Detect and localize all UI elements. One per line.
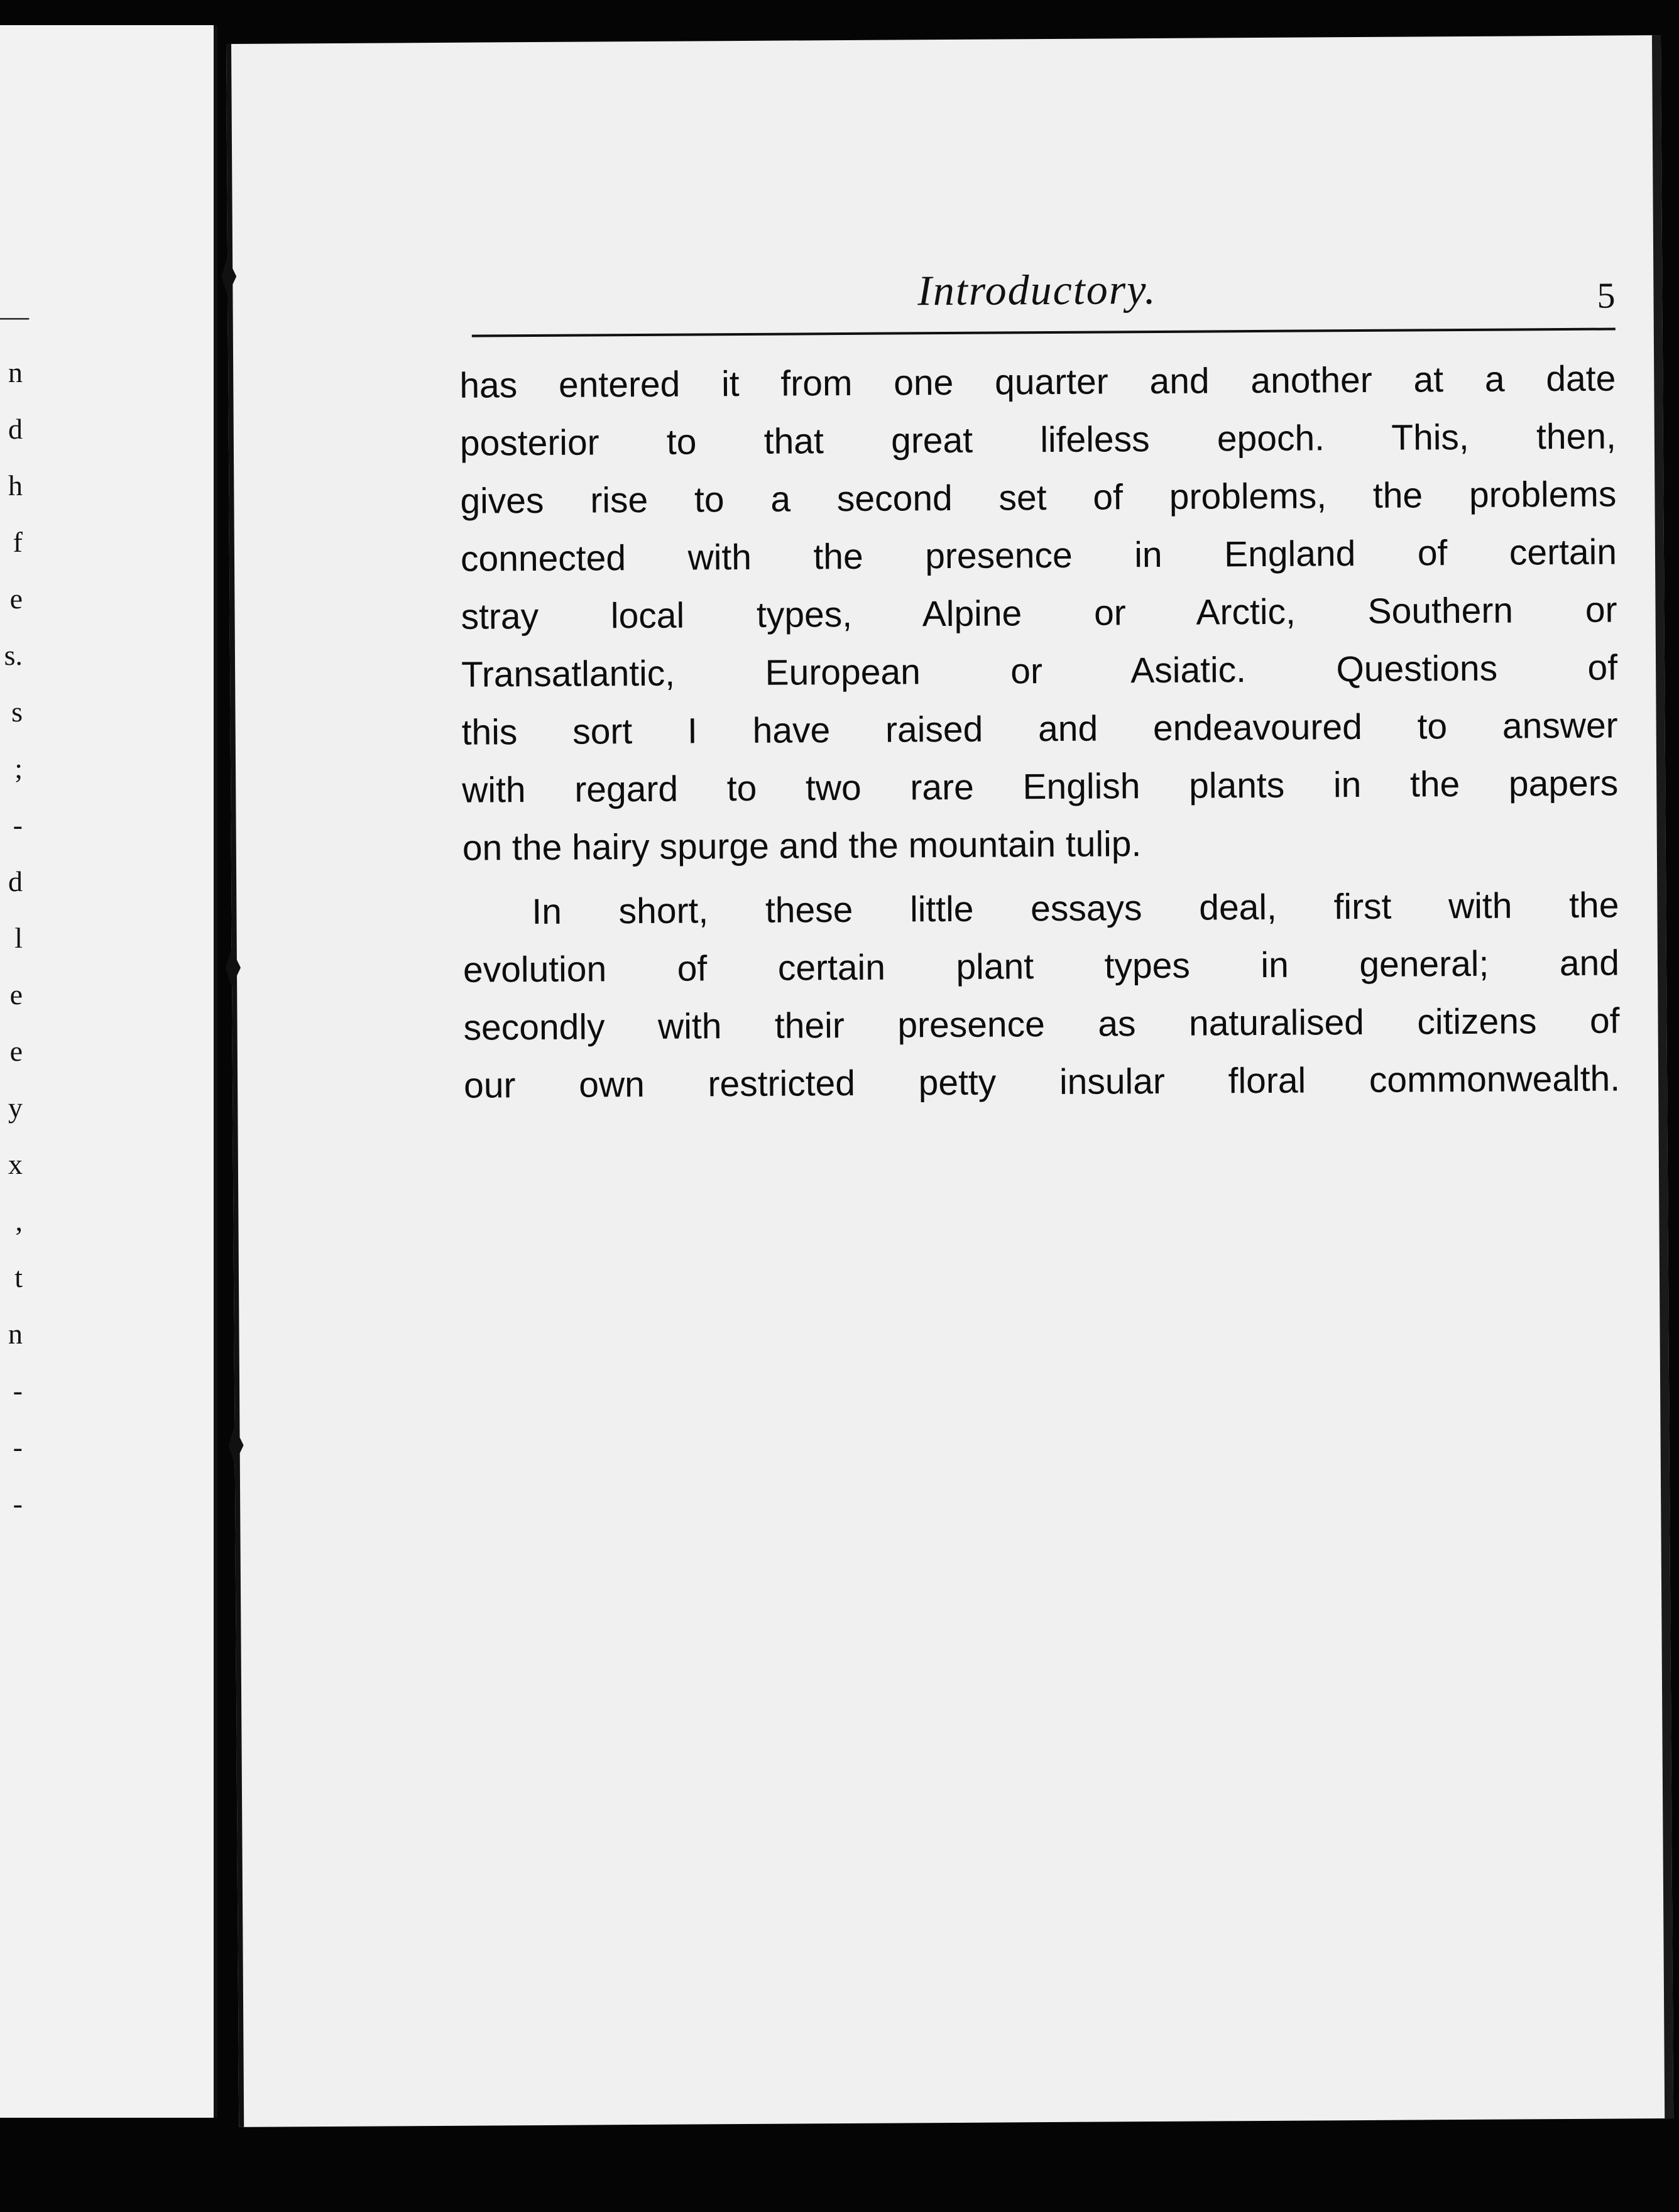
- left-fragment: s: [11, 696, 23, 728]
- left-page-text-fragments: [0, 25, 29, 2118]
- left-fragment: y: [8, 1092, 23, 1124]
- left-fragment: s.: [4, 639, 23, 671]
- text-line: with regard to two rare English plants in the papers: [462, 763, 1619, 811]
- left-fragment: e: [9, 1035, 23, 1067]
- left-fragment: x: [8, 1148, 23, 1180]
- paragraph: [459, 350, 1619, 877]
- text-line: evolution of certain plant types in general; and: [462, 943, 1620, 990]
- left-fragment: -: [13, 1431, 23, 1463]
- binding-stitch-mark: [228, 1426, 243, 1464]
- page-number: 5: [1597, 275, 1616, 316]
- left-fragment: ;: [14, 752, 23, 784]
- text-line: posterior to that great lifeless epoch. This, then,: [459, 416, 1617, 464]
- page-header: [471, 262, 1616, 332]
- left-facing-page: [0, 25, 217, 2118]
- text-line: has entered it from one quarter and another at a date: [459, 358, 1616, 406]
- text-line: this sort I have raised and endeavoured to answer: [461, 705, 1618, 753]
- left-fragment: -: [13, 809, 23, 841]
- text-line: our own restricted petty insular floral commonwealth.: [463, 1058, 1621, 1106]
- left-fragment: h: [8, 469, 23, 501]
- left-fragment: e: [9, 583, 23, 615]
- text-line: connected with the presence in England of certain: [460, 532, 1617, 579]
- left-fragment: t: [14, 1261, 23, 1293]
- left-fragment: d: [8, 413, 23, 445]
- text-line: on the hairy spurge and the mountain tulip.: [462, 824, 1142, 868]
- right-page: [226, 35, 1673, 2127]
- text-line: In short, these little essays deal, first with the: [532, 885, 1619, 933]
- left-fragment: e: [9, 978, 23, 1010]
- left-fragment: f: [13, 526, 23, 558]
- binding-stitch-mark: [221, 258, 236, 295]
- left-fragment: l: [14, 922, 23, 954]
- text-line: secondly with their presence as naturalised citizens of: [463, 1000, 1620, 1048]
- text-line: gives rise to a second set of problems, the problems: [460, 474, 1617, 522]
- text-line: Transatlantic, European or Asiatic. Questions of: [461, 647, 1618, 695]
- left-fragment: d: [8, 865, 23, 897]
- left-fragment: ,: [15, 1205, 23, 1237]
- paragraph: [462, 876, 1620, 1114]
- body-text: [459, 350, 1620, 1115]
- left-fragment: -: [13, 1374, 23, 1406]
- running-title: Introductory.: [917, 265, 1157, 315]
- left-fragment: n: [8, 1318, 23, 1350]
- text-line: stray local types, Alpine or Arctic, Southern or: [461, 589, 1617, 637]
- left-fragment: —: [0, 300, 29, 332]
- binding-stitch-mark: [226, 949, 241, 987]
- left-fragment: -: [13, 1487, 23, 1519]
- left-fragment: n: [8, 356, 23, 388]
